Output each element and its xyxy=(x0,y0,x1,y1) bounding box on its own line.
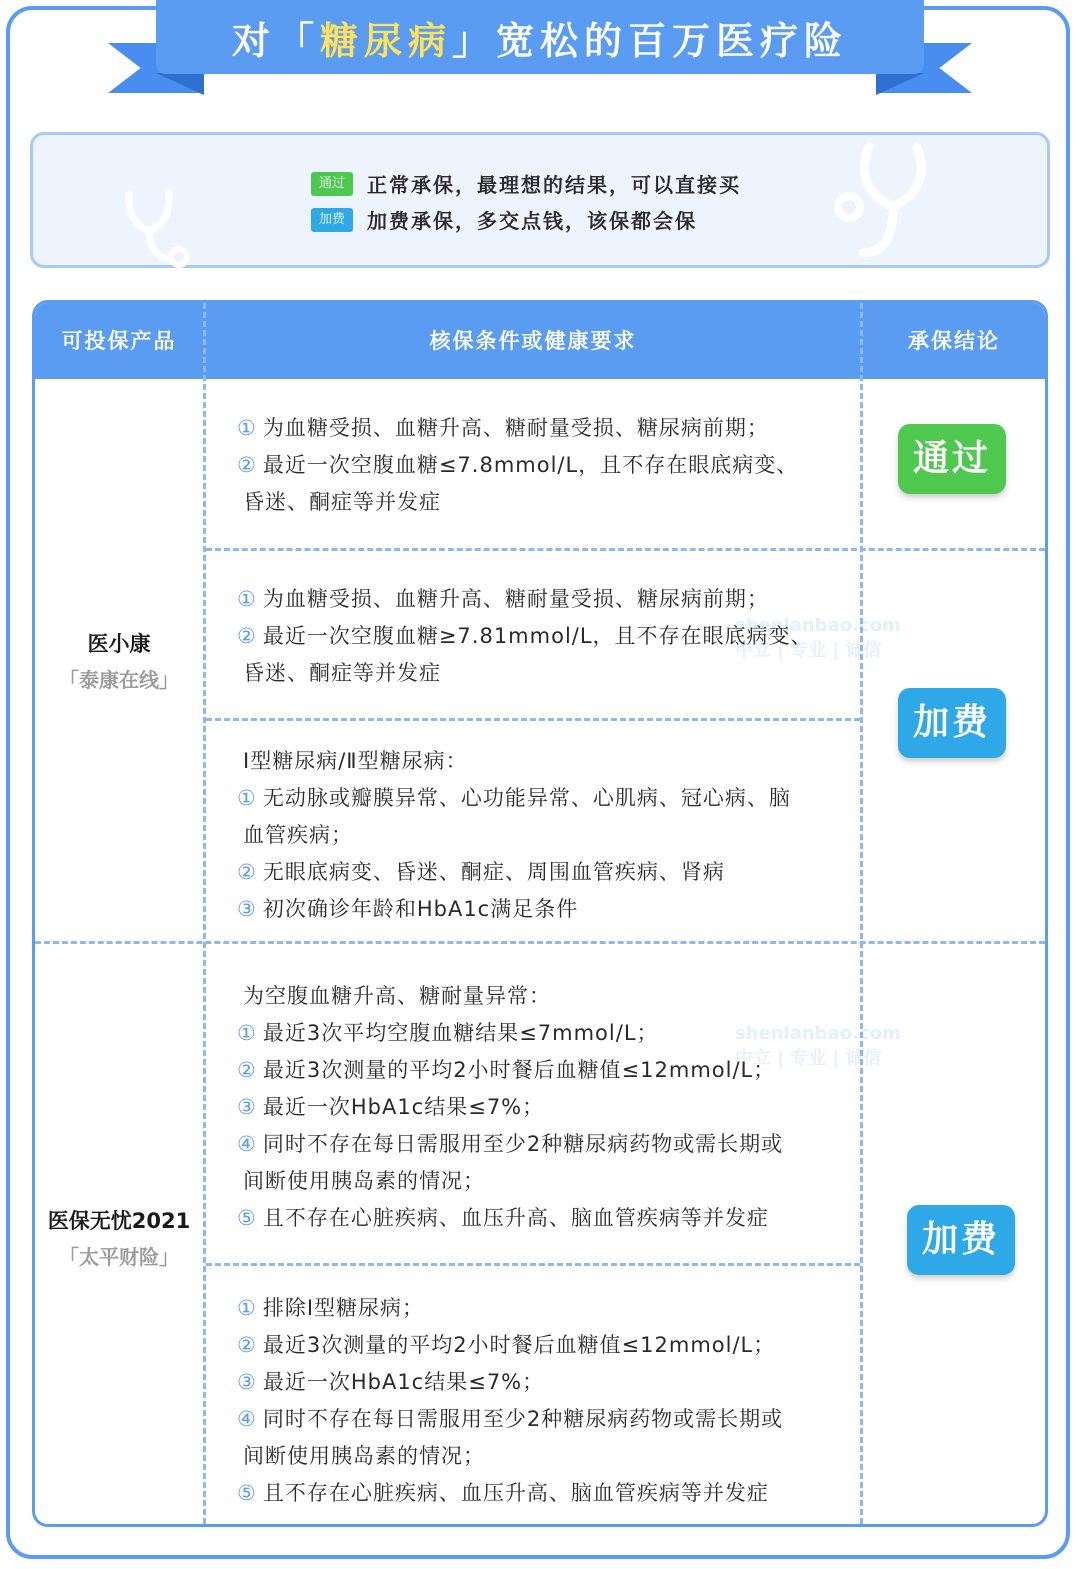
row-divider xyxy=(35,941,1045,944)
condition-line: ② 最近3次测量的平均2小时餐后血糖值≤12mmol/L； xyxy=(237,1333,776,1357)
legend-text-extra: 加费承保，多交点钱，该保都会保 xyxy=(367,209,697,233)
condition-line: ④ 同时不存在每日需服用至少2种糖尿病药物或需长期或 xyxy=(237,1407,784,1431)
condition-line: 间断使用胰岛素的情况； xyxy=(243,1444,485,1468)
watermark: shenlanbao.com 中立 | 专业 | 诚信 xyxy=(735,615,901,661)
condition-line: ① 无动脉或瓣膜异常、心功能异常、心肌病、冠心病、脑 xyxy=(237,786,791,810)
comparison-table xyxy=(32,300,1048,1527)
condition-line: 间断使用胰岛素的情况； xyxy=(243,1169,485,1193)
result-badge-pass: 通过 xyxy=(898,424,1006,494)
title-highlight: 糖尿病 xyxy=(319,18,452,63)
title-suffix: 」宽松的百万医疗险 xyxy=(452,18,849,63)
product-yibaowuyou xyxy=(35,1203,203,1275)
condition-cell-2 xyxy=(237,581,857,692)
header-conditions: 核保条件或健康要求 xyxy=(429,329,637,353)
product-name: 医小康 xyxy=(87,632,151,656)
page-title xyxy=(156,0,924,74)
product-name: 医保无忧2021 xyxy=(47,1209,191,1233)
row-divider xyxy=(206,548,1045,551)
table-header xyxy=(35,303,1045,379)
result-badge-extra: 加费 xyxy=(907,1205,1015,1275)
condition-line: ② 最近一次空腹血糖≥7.81mmol/L，且不存在眼底病变、 xyxy=(237,624,813,648)
condition-line: ② 最近3次测量的平均2小时餐后血糖值≤12mmol/L； xyxy=(237,1058,776,1082)
condition-line: 为空腹血糖升高、糖耐量异常： xyxy=(243,984,551,1008)
condition-line: ② 无眼底病变、昏迷、酮症、周围血管疾病、肾病 xyxy=(237,860,725,884)
condition-line: ⑤ 且不存在心脏疾病、血压升高、脑血管疾病等并发症 xyxy=(237,1206,769,1230)
condition-cell-1 xyxy=(237,410,857,521)
product-company: 「太平财险」 xyxy=(59,1245,179,1269)
legend-row-extra xyxy=(311,205,697,234)
column-divider xyxy=(860,303,863,1524)
condition-line: ⑤ 且不存在心脏疾病、血压升高、脑血管疾病等并发症 xyxy=(237,1481,769,1505)
condition-line: 昏迷、酮症等并发症 xyxy=(243,661,441,685)
watermark: shenlanbao.com 中立 | 专业 | 诚信 xyxy=(735,1023,901,1069)
legend-row-pass xyxy=(311,169,741,198)
condition-line: ③ 最近一次HbA1c结果≤7%； xyxy=(237,1370,545,1394)
stethoscope-icon xyxy=(823,137,963,265)
stethoscope-icon xyxy=(119,179,209,269)
condition-line: ① 排除Ⅰ型糖尿病； xyxy=(237,1296,425,1320)
legend-text-pass: 正常承保，最理想的结果，可以直接买 xyxy=(367,173,741,197)
condition-line: Ⅰ型糖尿病/Ⅱ型糖尿病： xyxy=(243,749,468,773)
condition-line: 血管疾病； xyxy=(243,823,353,847)
condition-line: ① 为血糖受损、血糖升高、糖耐量受损、糖尿病前期； xyxy=(237,416,769,440)
condition-line: ④ 同时不存在每日需服用至少2种糖尿病药物或需长期或 xyxy=(237,1132,784,1156)
condition-cell-3 xyxy=(237,743,857,928)
condition-line: 昏迷、酮症等并发症 xyxy=(243,490,441,514)
legend-box xyxy=(30,132,1050,268)
product-company: 「泰康在线」 xyxy=(59,668,179,692)
result-badge-extra: 加费 xyxy=(898,688,1006,758)
product-yixiaokang xyxy=(35,626,203,698)
extra-tag: 加费 xyxy=(311,208,353,232)
row-divider xyxy=(206,1263,860,1266)
title-prefix: 对「 xyxy=(231,18,320,63)
condition-cell-4 xyxy=(237,978,857,1237)
condition-line: ③ 最近一次HbA1c结果≤7%； xyxy=(237,1095,545,1119)
condition-line: ③ 初次确诊年龄和HbA1c满足条件 xyxy=(237,897,579,921)
header-product: 可投保产品 xyxy=(61,329,177,353)
condition-line: ① 最近3次平均空腹血糖结果≤7mmol/L； xyxy=(237,1021,659,1045)
column-divider xyxy=(203,303,206,1524)
condition-line: ① 为血糖受损、血糖升高、糖耐量受损、糖尿病前期； xyxy=(237,587,769,611)
header-result: 承保结论 xyxy=(908,329,1000,353)
condition-line: ② 最近一次空腹血糖≤7.8mmol/L，且不存在眼底病变、 xyxy=(237,453,799,477)
row-divider xyxy=(206,718,860,721)
condition-cell-5 xyxy=(237,1290,857,1512)
pass-tag: 通过 xyxy=(311,172,353,196)
